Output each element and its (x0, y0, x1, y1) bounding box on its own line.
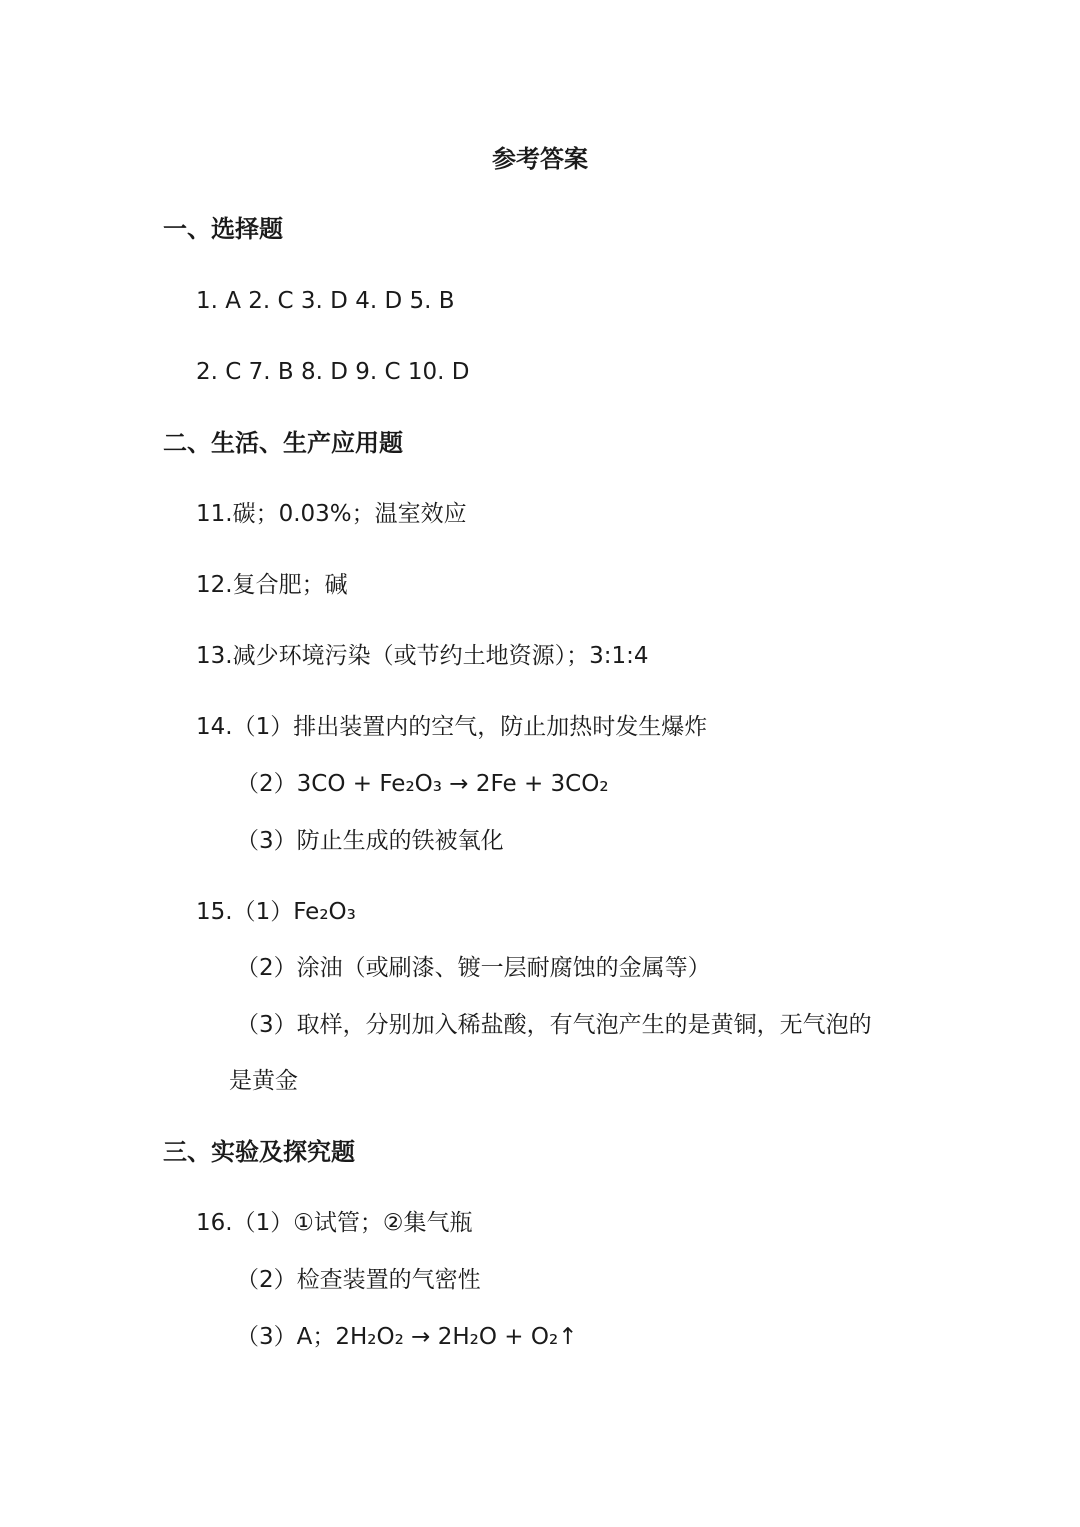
answer-q16-2: （2）检查装置的气密性 (236, 1267, 481, 1293)
answer-q14-1: 14.（1）排出装置内的空气，防止加热时发生爆炸 (196, 714, 708, 740)
answer-q16-1: 16.（1）①试管；②集气瓶 (196, 1210, 473, 1236)
answer-line-2: 2. C 7. B 8. D 9. C 10. D (196, 359, 470, 385)
answer-q13: 13.减少环境污染（或节约土地资源）；3:1:4 (196, 643, 649, 669)
answer-q15-3: （3）取样，分别加入稀盐酸，有气泡产生的是黄铜，无气泡的 (236, 1012, 872, 1038)
section-heading-experiment: 三、实验及探究题 (163, 1138, 355, 1166)
answer-q11: 11.碳；0.03%；温室效应 (196, 501, 467, 527)
answer-q12: 12.复合肥；碱 (196, 572, 348, 598)
answer-q15-1: 15.（1）Fe₂O₃ (196, 899, 356, 925)
answer-q14-3: （3）防止生成的铁被氧化 (236, 828, 504, 854)
section-heading-application: 二、生活、生产应用题 (163, 429, 403, 457)
answer-q15-2: （2）涂油（或刷漆、镀一层耐腐蚀的金属等） (236, 955, 711, 981)
answer-q15-3-continued: 是黄金 (229, 1068, 298, 1094)
answer-q14-2: （2）3CO + Fe₂O₃ → 2Fe + 3CO₂ (236, 771, 609, 797)
section-heading-choice: 一、选择题 (163, 215, 283, 243)
answer-q16-3: （3）A；2H₂O₂ → 2H₂O + O₂↑ (236, 1324, 578, 1350)
page-title: 参考答案 (492, 145, 588, 173)
answer-line-1: 1. A 2. C 3. D 4. D 5. B (196, 288, 455, 314)
